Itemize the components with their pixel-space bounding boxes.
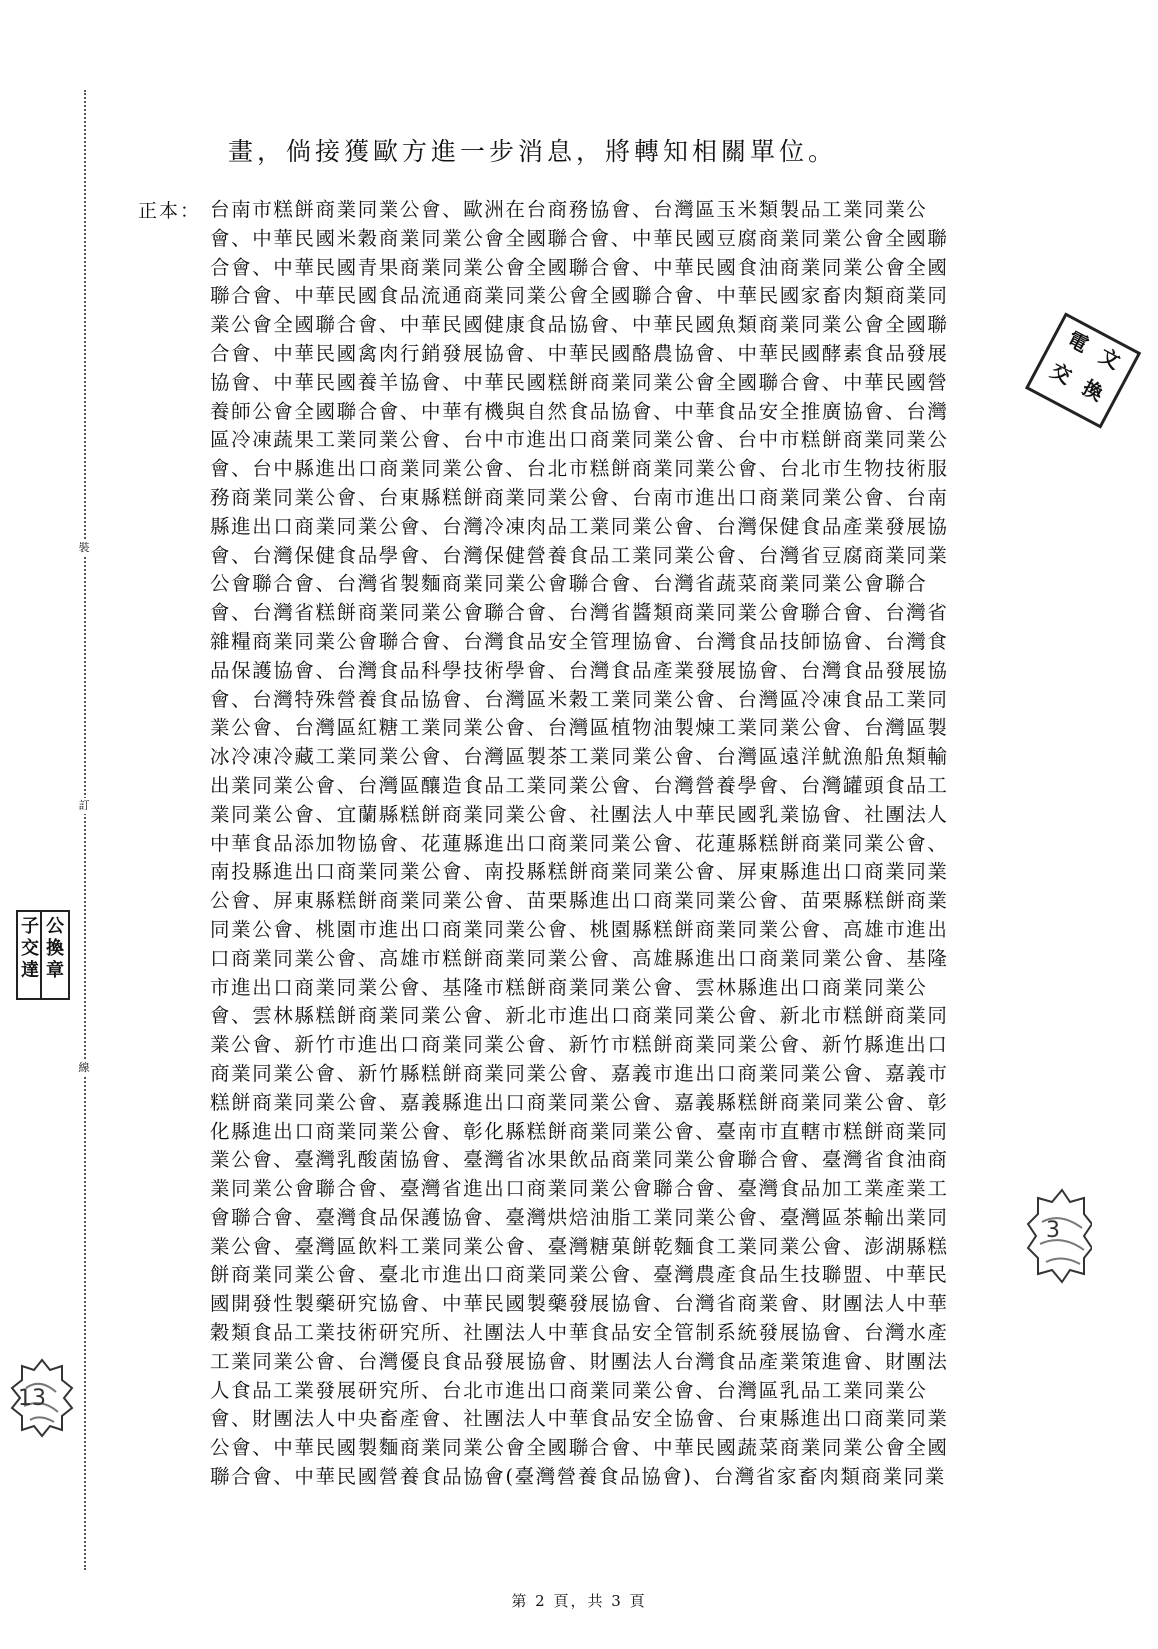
- recipient-line: 會、財團法人中央畜產會、社團法人中華食品安全協會、台東縣進出口商業同業: [210, 1407, 949, 1431]
- binding-label-xian: 線: [76, 1060, 92, 1076]
- recipient-line: 業公會、台灣區紅糖工業同業公會、台灣區植物油製煉工業同業公會、台灣區製: [210, 716, 949, 740]
- recipient-line: 公會、屏東縣糕餅商業同業公會、苗栗縣進出口商業同業公會、苗栗縣糕餅商業: [210, 889, 949, 913]
- recipient-line: 業公會、臺灣區飲料工業同業公會、臺灣糖菓餅乾麵食工業同業公會、澎湖縣糕: [210, 1234, 949, 1258]
- seal-number-left: 13: [18, 1386, 46, 1411]
- recipient-line: 糕餅商業同業公會、嘉義縣進出口商業同業公會、嘉義縣糕餅商業同業公會、彰: [210, 1090, 949, 1114]
- stamp-char: 公: [46, 916, 64, 937]
- binding-label-ding: 訂: [76, 798, 92, 814]
- recipient-line: 縣進出口商業同業公會、台灣冷凍肉品工業同業公會、台灣保健食品產業發展協: [210, 514, 949, 538]
- recipient-line: 餅商業同業公會、臺北市進出口商業同業公會、臺灣農產食品生技聯盟、中華民: [210, 1263, 949, 1287]
- recipient-line: 會、雲林縣糕餅商業同業公會、新北市進出口商業同業公會、新北市糕餅商業同: [210, 1004, 949, 1028]
- recipient-line: 工業同業公會、台灣優良食品發展協會、財團法人台灣食品產業策進會、財團法: [210, 1349, 949, 1373]
- exchange-stamp: [40, 910, 70, 1000]
- recipient-line: 市進出口商業同業公會、基隆市糕餅商業同業公會、雲林縣進出口商業同業公: [210, 975, 928, 999]
- recipient-line: 穀類食品工業技術研究所、社團法人中華食品安全管制系統發展協會、台灣水產: [210, 1321, 949, 1345]
- recipient-line: 品保護協會、台灣食品科學技術學會、台灣食品產業發展協會、台灣食品發展協: [210, 658, 949, 682]
- recipient-line: 聯合會、中華民國食品流通商業同業公會全國聯合會、中華民國家畜肉類商業同: [210, 284, 949, 308]
- recipient-line: 會、中華民國米穀商業同業公會全國聯合會、中華民國豆腐商業同業公會全國聯: [210, 226, 949, 250]
- binding-label-zhuang: 裝: [76, 540, 92, 556]
- recipient-line: 南投縣進出口商業同業公會、南投縣糕餅商業同業公會、屏東縣進出口商業同業: [210, 860, 949, 884]
- recipient-line: 業同業公會聯合會、臺灣省進出口商業同業公會聯合會、臺灣食品加工業產業工: [210, 1177, 949, 1201]
- recipient-line: 合會、中華民國青果商業同業公會全國聯合會、中華民國食油商業同業公會全國: [210, 255, 949, 279]
- recipient-line: 雜糧商業同業公會聯合會、台灣食品安全管理協會、台灣食品技師協會、台灣食: [210, 629, 949, 653]
- recipient-line: 區冷凍蔬果工業同業公會、台中市進出口商業同業公會、台中市糕餅商業同業公: [210, 428, 949, 452]
- recipient-line: 聯合會、中華民國營養食品協會(臺灣營養食品協會)、台灣省家畜肉類商業同業: [210, 1465, 946, 1489]
- recipient-line: 養師公會全國聯合會、中華有機與自然食品協會、中華食品安全推廣協會、台灣: [210, 399, 949, 423]
- recipient-line: 業同業公會、宜蘭縣糕餅商業同業公會、社團法人中華民國乳業協會、社團法人: [210, 802, 949, 826]
- recipient-line: 口商業同業公會、高雄市糕餅商業同業公會、高雄縣進出口商業同業公會、基隆: [210, 946, 949, 970]
- electronic-exchange-stamp: [1018, 312, 1153, 447]
- recipients-label: 正本：: [138, 200, 202, 222]
- stamp-char: 章: [46, 960, 64, 981]
- recipient-line: 中華食品添加物協會、花蓮縣進出口商業同業公會、花蓮縣糕餅商業同業公會、: [210, 831, 949, 855]
- recipient-line: 出業同業公會、台灣區釀造食品工業同業公會、台灣營養學會、台灣罐頭食品工: [210, 773, 949, 797]
- binding-dotted-line: [84, 90, 86, 1570]
- stamp-char: 文: [1095, 343, 1125, 374]
- letter-closing-line: 畫，倘接獲歐方進一步消息，將轉知相關單位。: [228, 137, 838, 166]
- stamp-char: 換: [1078, 375, 1108, 406]
- recipient-line: 同業公會、桃園市進出口商業同業公會、桃園縣糕餅商業同業公會、高雄市進出: [210, 917, 949, 941]
- stamp-char: 達: [21, 960, 39, 981]
- recipient-line: 人食品工業發展研究所、台北市進出口商業同業公會、台灣區乳品工業同業公: [210, 1378, 928, 1402]
- stamp-char: 交: [21, 938, 39, 959]
- recipient-line: 公會、中華民國製麵商業同業公會全國聯合會、中華民國蔬菜商業同業公會全國: [210, 1436, 949, 1460]
- recipient-line: 會、台中縣進出口商業同業公會、台北市糕餅商業同業公會、台北市生物技術服: [210, 457, 949, 481]
- page-number: 第 2 頁，共 3 頁: [511, 1592, 647, 1610]
- recipient-line: 化縣進出口商業同業公會、彰化縣糕餅商業同業公會、臺南市直轄市糕餅商業同: [210, 1119, 949, 1143]
- recipient-line: 國開發性製藥研究協會、中華民國製藥發展協會、台灣省商業會、財團法人中華: [210, 1292, 949, 1316]
- stamp-char: 子: [21, 916, 39, 937]
- seal-number-right: 3: [1046, 1218, 1060, 1243]
- recipient-list: [210, 196, 1036, 1492]
- recipient-line: 商業同業公會、新竹縣糕餅商業同業公會、嘉義市進出口商業同業公會、嘉義市: [210, 1061, 949, 1085]
- recipient-line: 會、台灣保健食品學會、台灣保健營養食品工業同業公會、台灣省豆腐商業同業: [210, 543, 949, 567]
- recipient-line: 台南市糕餅商業同業公會、歐洲在台商務協會、台灣區玉米類製品工業同業公: [210, 198, 928, 221]
- recipient-line: 業公會全國聯合會、中華民國健康食品協會、中華民國魚類商業同業公會全國聯: [210, 313, 949, 337]
- stamp-char: 換: [46, 938, 64, 959]
- recipient-line: 會、台灣特殊營養食品協會、台灣區米穀工業同業公會、台灣區冷凍食品工業同: [210, 687, 949, 711]
- recipient-line: 務商業同業公會、台東縣糕餅商業同業公會、台南市進出口商業同業公會、台南: [210, 485, 949, 509]
- exchange-stamp-partial: [16, 910, 42, 1000]
- recipient-line: 公會聯合會、台灣省製麵商業同業公會聯合會、台灣省蔬菜商業同業公會聯合: [210, 572, 928, 596]
- recipient-line: 業公會、臺灣乳酸菌協會、臺灣省冰果飲品商業同業公會聯合會、臺灣省食油商: [210, 1148, 949, 1172]
- recipient-line: 協會、中華民國養羊協會、中華民國糕餅商業同業公會全國聯合會、中華民國營: [210, 370, 949, 394]
- recipient-line: 合會、中華民國禽肉行銷發展協會、中華民國酪農協會、中華民國酵素食品發展: [210, 341, 949, 365]
- recipient-line: 冰冷凍冷藏工業同業公會、台灣區製茶工業同業公會、台灣區遠洋魷漁船魚類輸: [210, 745, 949, 769]
- stamp-char: 交: [1046, 358, 1076, 389]
- recipient-line: 會聯合會、臺灣食品保護協會、臺灣烘焙油脂工業同業公會、臺灣區茶輸出業同: [210, 1205, 949, 1229]
- recipient-line: 會、台灣省糕餅商業同業公會聯合會、台灣省醬類商業同業公會聯合會、台灣省: [210, 601, 949, 625]
- recipient-line: 業公會、新竹市進出口商業同業公會、新竹市糕餅商業同業公會、新竹縣進出口: [210, 1033, 949, 1057]
- stamp-char: 電: [1063, 326, 1093, 358]
